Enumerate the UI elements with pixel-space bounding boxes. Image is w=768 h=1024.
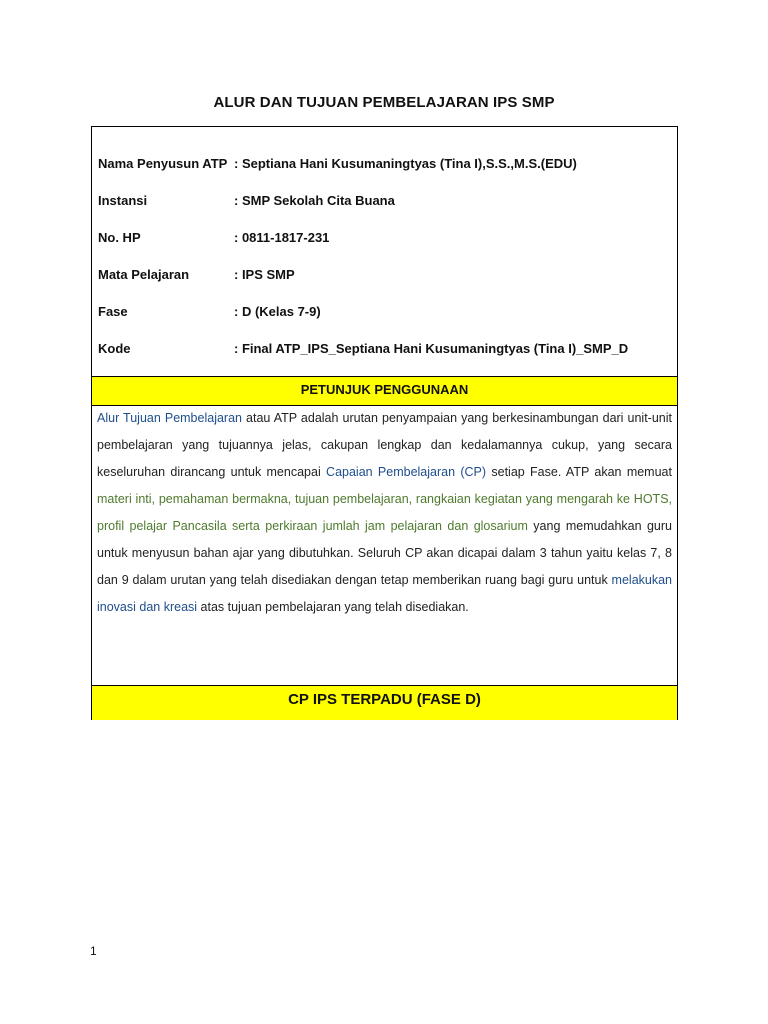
atp-table <box>91 126 678 720</box>
term-innovation: melakukan inovasi dan kreasi <box>97 573 672 614</box>
paragraph-text: atau ATP adalah urutan penyampaian yang berkesinambungan dari unit-unit pembelajaran yang tujuannya jelas, cakupan lengkap dan kedalamannya cukup, yang secara keseluruhan dirancang untuk mencapai <box>97 411 672 479</box>
info-label: Nama Penyusun ATP <box>98 156 228 171</box>
info-value: : IPS SMP <box>234 267 295 282</box>
info-label: Fase <box>98 304 128 319</box>
term-cp: Capaian Pembelajaran (CP) <box>326 465 487 479</box>
paragraph-text: yang memudahkan guru untuk menyusun bahan ajar yang dibutuhkan. Seluruh CP akan dicapai dalam 3 tahun yaitu kelas 7, 8 dan 9 dalam urutan yang telah disediakan dengan tetap memberikan ruang bagi guru untuk <box>97 519 672 587</box>
section-heading: CP IPS TERPADU (FASE D) <box>92 685 677 720</box>
info-label: Instansi <box>98 193 148 208</box>
guide-paragraph <box>97 405 672 621</box>
info-value: : 0811-1817-231 <box>234 230 330 245</box>
paragraph-text: atas tujuan pembelajaran yang telah disediakan. <box>197 600 469 614</box>
info-value: : D (Kelas 7-9) <box>234 304 321 319</box>
term-atp: Alur Tujuan Pembelajaran <box>97 411 242 425</box>
guide-heading: PETUNJUK PENGGUNAAN <box>92 376 677 406</box>
info-label: No. HP <box>98 230 141 245</box>
info-value: : SMP Sekolah Cita Buana <box>234 193 395 208</box>
info-label: Kode <box>98 341 131 356</box>
paragraph-text: setiap Fase. ATP akan memuat <box>486 465 672 479</box>
info-label: Mata Pelajaran <box>98 267 190 282</box>
term-content: materi inti, pemahaman bermakna, tujuan pembelajaran, rangkaian kegiatan yang mengarah ke HOTS, profil pelajar Pancasila serta perkiraan jumlah jam pelajaran dan glosarium <box>97 492 672 533</box>
document-title: ALUR DAN TUJUAN PEMBELAJARAN IPS SMP <box>213 94 555 111</box>
page-number: 1 <box>90 944 97 958</box>
info-value: : Septiana Hani Kusumaningtyas (Tina I),S.S.,M.S.(EDU) <box>234 156 577 171</box>
info-value: : Final ATP_IPS_Septiana Hani Kusumaningtyas (Tina I)_SMP_D <box>234 341 629 356</box>
